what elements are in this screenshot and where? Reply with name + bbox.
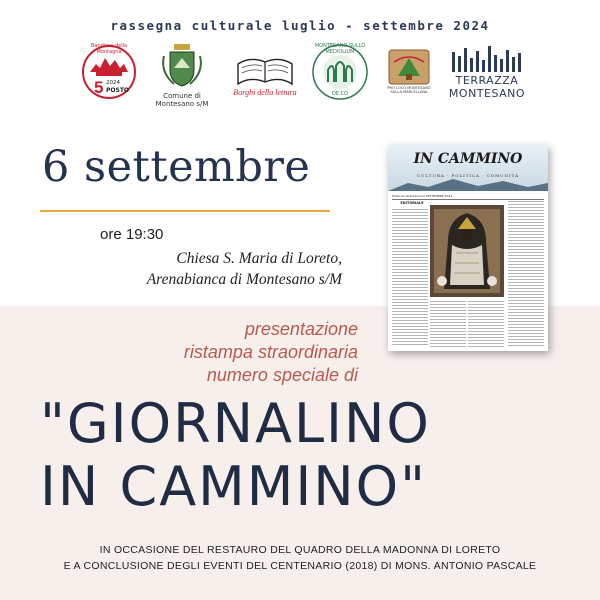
- sponsor-logos: [80, 42, 525, 108]
- bandiera-number: 5: [94, 78, 104, 97]
- comune-caption-line2: Montesano s/M: [155, 100, 209, 108]
- newspaper-subtitle: CULTURA · POLITICA · COMUNITÀ: [417, 173, 519, 178]
- presentation-line1: presentazione: [244, 319, 358, 339]
- event-place: [42, 248, 342, 290]
- comune-crest-logo: [152, 42, 212, 108]
- newspaper-column-right: [508, 201, 544, 347]
- presentation-text: [40, 318, 358, 387]
- madonna-image: [430, 205, 504, 297]
- montesano-deco-short: DE.CO: [331, 91, 349, 97]
- borghi-caption: Borghi della lettura: [233, 88, 297, 97]
- newspaper-column-mid-a: [430, 301, 466, 347]
- pro-loco-logo: [386, 42, 432, 108]
- newspaper-section: EDITORIALE: [400, 201, 424, 205]
- main-title-line1: "GIORNALINO: [40, 392, 431, 455]
- bandiera-montagna-logo: [80, 42, 138, 108]
- bandiera-top-label: Bandiera della Montagna: [90, 43, 128, 55]
- bandiera-year: 2024: [106, 80, 120, 86]
- terrazza-line2: MONTESANO: [448, 87, 526, 100]
- montesano-deco-caption: MONTESANO SULLO MEDIOLIUM: [314, 43, 366, 55]
- bandiera-word: POSTO: [106, 87, 130, 94]
- comune-caption-line1: Comune di: [163, 92, 201, 100]
- newspaper-mountains: [388, 177, 548, 191]
- occasion-line2: E A CONCLUSIONE DEGLI EVENTI DEL CENTENARIO (2018) DI MONS. ANTONIO PASCALE: [63, 560, 537, 572]
- presentation-line2: ristampa straordinaria: [183, 342, 358, 362]
- occasion-text: [0, 542, 600, 574]
- date-underline: [40, 210, 330, 212]
- terrazza-line1: TERRAZZA: [455, 74, 519, 87]
- event-place-line2: Arenabianca di Montesano s/M: [146, 271, 342, 288]
- newspaper-edition-info: Edizione straordinaria SETTEMBRE 2024: [392, 194, 544, 200]
- newspaper-title: IN CAMMINO: [413, 151, 523, 167]
- event-time: ore 19:30: [100, 226, 164, 243]
- occasion-line1: IN OCCASIONE DEL RESTAURO DEL QUADRO DELLA MADONNA DI LORETO: [99, 544, 501, 556]
- pro-loco-caption: PRO LOCO MONTESANO SULLA MARCELLANA: [387, 86, 431, 95]
- event-series-subtitle: rassegna culturale luglio - settembre 2024: [110, 18, 490, 33]
- newspaper-column-mid-b: [468, 301, 504, 347]
- main-title: [40, 392, 431, 518]
- newspaper-cover: [388, 145, 548, 351]
- montesano-deco-logo: [310, 42, 370, 108]
- newspaper-column-left: [392, 209, 428, 347]
- main-title-line2: IN CAMMINO": [40, 455, 427, 518]
- event-date: 6 settembre: [42, 142, 311, 192]
- presentation-line3: numero speciale di: [206, 365, 358, 385]
- terrazza-montesano-logo: [448, 42, 526, 108]
- borghi-lettura-logo: [230, 42, 300, 108]
- event-place-line1: Chiesa S. Maria di Loreto,: [176, 250, 342, 267]
